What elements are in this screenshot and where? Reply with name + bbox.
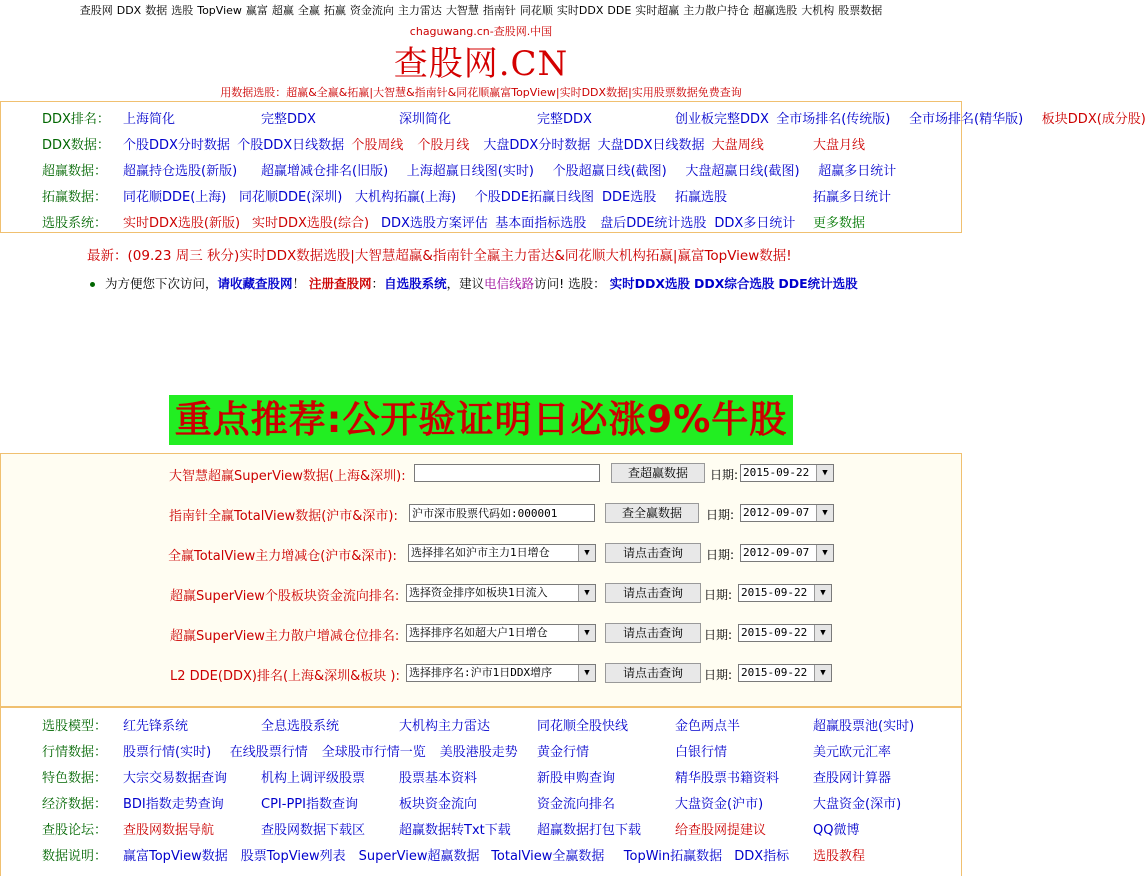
tip-text: 为方便您下次访问，	[105, 276, 218, 291]
nav-row-label: 拓赢数据：	[42, 190, 108, 205]
chevron-down-icon[interactable]: ▼	[814, 665, 831, 681]
promo-banner[interactable]: 重点推荐:公开验证明日必涨9%牛股	[169, 395, 793, 445]
nav-link[interactable]: 上海超赢日线图(实时)	[406, 164, 534, 179]
bullet-icon	[90, 282, 95, 287]
nav-link[interactable]: 更多数据	[813, 216, 866, 231]
nav-link[interactable]: 大盘周线	[711, 138, 764, 153]
nav-link[interactable]: 实时DDX选股(新版)	[123, 216, 241, 231]
nav-link[interactable]: CPI-PPI指数查询	[261, 797, 358, 812]
top-nav-item[interactable]: 指南针	[482, 4, 516, 17]
nav-row-label: DDX数据：	[42, 138, 110, 153]
nav-link[interactable]: 股票行情(实时)	[123, 745, 212, 760]
nav-link[interactable]: 股票基本资料	[399, 771, 478, 786]
nav-row-label: 查股论坛：	[42, 823, 108, 838]
tip-text: ：	[371, 276, 385, 291]
query-button[interactable]: 请点击查询	[605, 663, 701, 683]
top-nav	[0, 2, 962, 18]
top-nav-item[interactable]: 选股	[171, 4, 194, 17]
nav-link[interactable]: 超赢持仓选股(新版)	[123, 164, 238, 179]
ddx-combined-link[interactable]: DDX综合选股	[693, 276, 775, 291]
query-form-label: 大智慧超赢SuperView数据(上海&深圳):	[169, 469, 406, 484]
nav-link[interactable]: 板块DDX(成分股)	[1041, 112, 1146, 127]
date-label: 日期:	[706, 508, 735, 522]
date-label: 日期:	[704, 588, 733, 602]
news-date: (09.23 周三 秋分)	[127, 248, 240, 264]
query-form-row	[1, 623, 961, 645]
nav-link[interactable]: 同花顺全股快线	[537, 719, 629, 734]
news-prefix: 最新：	[87, 248, 128, 264]
nav-link[interactable]: 个股DDX分时数据	[123, 138, 230, 153]
nav-link[interactable]: 在线股票行情	[229, 745, 308, 760]
watchlist-link[interactable]: 自选股系统	[384, 276, 447, 291]
nav-link[interactable]: 查股网数据下载区	[261, 823, 366, 838]
nav-link[interactable]: 同花顺DDE(深圳)	[239, 190, 343, 205]
top-nav-item[interactable]: 实时DDX	[556, 4, 604, 17]
top-nav-item[interactable]: DDE	[607, 4, 632, 17]
site-domain: chaguwang.cn-查股网.中国	[409, 25, 553, 38]
stock-code-input[interactable]	[414, 464, 600, 482]
chevron-down-icon[interactable]: ▼	[578, 665, 595, 681]
date-select-value: 2012-09-07	[743, 546, 810, 559]
latest-news[interactable]	[87, 244, 792, 264]
top-nav-item[interactable]: 超赢	[271, 4, 294, 17]
nav-link[interactable]: 大盘DDX分时数据	[483, 138, 591, 153]
news-text[interactable]: 实时DDX数据选股|大智慧超赢&指南针全赢主力雷达&同花顺大机构拓赢|赢富TopView数据!	[239, 248, 792, 264]
visit-tip	[90, 274, 858, 292]
nav-link[interactable]: 板块资金流向	[399, 797, 478, 812]
nav-link[interactable]: 大盘DDX日线数据	[597, 138, 705, 153]
nav-link[interactable]: 白银行情	[675, 745, 728, 760]
nav-link[interactable]: SuperView超赢数据	[358, 849, 480, 864]
top-nav-item[interactable]: 实时超赢	[635, 4, 680, 17]
nav-link[interactable]: 股票TopView列表	[240, 849, 346, 864]
nav-row	[1, 134, 961, 154]
nav-link[interactable]: 新股申购查询	[537, 771, 616, 786]
query-button[interactable]: 查全赢数据	[605, 503, 699, 523]
top-nav-item[interactable]: 拓赢	[323, 4, 346, 17]
chevron-down-icon[interactable]: ▼	[814, 625, 831, 641]
date-select[interactable]	[740, 464, 834, 482]
top-nav-item[interactable]: 大智慧	[445, 4, 479, 17]
query-form-row	[1, 583, 961, 605]
nav-link[interactable]: 创业板完整DDX	[675, 112, 769, 127]
ranking-select[interactable]	[406, 584, 596, 602]
top-nav-item[interactable]: TopView	[197, 4, 242, 17]
ranking-select[interactable]	[408, 544, 596, 562]
nav-link[interactable]: 拓赢选股	[675, 190, 728, 205]
nav-link[interactable]: 给查股网提建议	[675, 823, 767, 838]
nav-row	[1, 715, 961, 735]
nav-link[interactable]: TotalView全赢数据	[491, 849, 605, 864]
nav-row	[1, 741, 961, 761]
query-form-label: L2 DDE(DDX)排名(上海&深圳&板块 ):	[170, 669, 400, 684]
top-nav-item[interactable]: 全赢	[297, 4, 320, 17]
date-select-value: 2015-09-22	[741, 626, 808, 639]
query-form-row	[1, 503, 961, 525]
nav-link[interactable]: 盘后DDE统计选股	[600, 216, 707, 231]
nav-link[interactable]: 大盘资金(深市)	[813, 797, 902, 812]
top-nav-item[interactable]: 主力雷达	[397, 4, 442, 17]
tip-text: ！	[292, 276, 306, 291]
date-select[interactable]	[738, 584, 832, 602]
ranking-select-value: 选择资金排序如板块1日流入	[409, 586, 548, 599]
nav-link[interactable]: 超赢多日统计	[818, 164, 897, 179]
nav-link[interactable]: 深圳简化	[399, 112, 452, 127]
nav-row-label: 超赢数据：	[42, 164, 108, 179]
nav-row-label: 经济数据：	[42, 797, 108, 812]
top-nav-item[interactable]: 查股网	[79, 4, 113, 17]
main-nav-box	[0, 101, 1146, 233]
date-label: 日期:	[704, 628, 733, 642]
nav-link[interactable]: BDI指数走势查询	[123, 797, 224, 812]
date-select-value: 2012-09-07	[743, 506, 810, 519]
top-nav-item[interactable]: DDX	[116, 4, 142, 17]
nav-row	[1, 845, 961, 865]
query-button[interactable]: 请点击查询	[605, 543, 701, 563]
nav-row	[1, 819, 961, 839]
nav-link[interactable]: 完整DDX	[261, 112, 316, 127]
nav-link[interactable]: 全市场排名(精华版)	[909, 112, 1024, 127]
site-slogan[interactable]: 用数据选股：超赢&全赢&拓赢|大智慧&指南针&同花顺赢富TopView|实时DDX数据|实用股票数据免费查询	[220, 86, 742, 99]
date-select[interactable]	[740, 504, 834, 522]
nav-link[interactable]: 上海简化	[123, 112, 176, 127]
top-nav-item[interactable]: 同花顺	[519, 4, 553, 17]
nav-row	[1, 793, 961, 813]
date-select-value: 2015-09-22	[741, 666, 808, 679]
nav-link[interactable]: TopWin拓赢数据	[623, 849, 723, 864]
nav-link[interactable]: 个股月线	[417, 138, 470, 153]
nav-link[interactable]: 超赢增减仓排名(旧版)	[261, 164, 389, 179]
query-form-label: 全赢TotalView主力增减仓(沪市&深市):	[168, 549, 397, 564]
nav-link[interactable]: 超赢数据打包下载	[537, 823, 642, 838]
dde-stats-link[interactable]: DDE统计选股	[778, 276, 858, 291]
top-nav-item[interactable]: 数据	[145, 4, 168, 17]
query-form-row	[1, 663, 961, 685]
nav-link[interactable]: 美元欧元汇率	[813, 745, 892, 760]
nav-link[interactable]: DDX选股方案评估	[381, 216, 488, 231]
nav-link[interactable]: DDE选股	[602, 190, 657, 205]
chevron-down-icon[interactable]: ▼	[816, 505, 833, 521]
top-nav-item[interactable]: 主力散户持仓	[683, 4, 750, 17]
nav-link[interactable]: 精华股票书籍资料	[675, 771, 780, 786]
nav-row	[1, 212, 961, 232]
nav-row-label: 选股模型：	[42, 719, 108, 734]
nav-row-label: 特色数据：	[42, 771, 108, 786]
nav-link[interactable]: 实时DDX选股(综合)	[252, 216, 370, 231]
realtime-ddx-link[interactable]: 实时DDX选股	[609, 276, 690, 291]
nav-link[interactable]: 基本面指标选股	[495, 216, 587, 231]
tip-text: ，建议	[446, 276, 485, 291]
chevron-down-icon[interactable]: ▼	[816, 545, 833, 561]
query-button[interactable]: 请点击查询	[605, 583, 701, 603]
stock-code-input[interactable]	[409, 504, 595, 522]
nav-link[interactable]: 个股周线	[351, 138, 404, 153]
query-form-label: 超赢SuperView个股板块资金流向排名:	[170, 589, 400, 604]
nav-link[interactable]: 资金流向排名	[537, 797, 616, 812]
nav-link[interactable]: 查股网计算器	[813, 771, 892, 786]
nav-link[interactable]: 完整DDX	[537, 112, 592, 127]
nav-link[interactable]: 个股超赢日线(截图)	[552, 164, 667, 179]
nav-link[interactable]: 超赢数据转Txt下载	[399, 823, 511, 838]
date-select-value: 2015-09-22	[741, 586, 808, 599]
nav-link[interactable]: 黄金行情	[537, 745, 590, 760]
nav-link[interactable]: 个股DDX日线数据	[237, 138, 345, 153]
nav-row-label: DDX排名：	[42, 112, 110, 127]
nav-row-label: 行情数据：	[42, 745, 108, 760]
chevron-down-icon[interactable]: ▼	[578, 585, 595, 601]
telecom-link[interactable]: 电信线路	[484, 276, 535, 291]
chevron-down-icon[interactable]: ▼	[816, 465, 833, 481]
nav-link[interactable]: 全息选股系统	[261, 719, 340, 734]
query-button[interactable]: 请点击查询	[605, 623, 701, 643]
nav-link[interactable]: 大机构主力雷达	[399, 719, 491, 734]
query-form-row	[1, 543, 961, 565]
nav-link[interactable]: 同花顺DDE(上海)	[123, 190, 227, 205]
nav-link[interactable]: 全球股市行情一览	[321, 745, 426, 760]
date-label: 日期:	[710, 468, 739, 482]
ranking-select-value: 选择排序名:沪市1日DDX增序	[409, 666, 553, 679]
top-nav-item[interactable]: 大机构	[801, 4, 835, 17]
nav-link[interactable]: 大盘月线	[813, 138, 866, 153]
tip-text: 访问! 选股：	[534, 276, 606, 291]
ranking-select-value: 选择排序名如超大户1日增仓	[409, 626, 548, 639]
nav-link[interactable]: 赢富TopView数据	[123, 849, 228, 864]
date-label: 日期:	[706, 548, 735, 562]
nav-link[interactable]: DDX指标	[734, 849, 790, 864]
site-logo[interactable]: 查股网.CN	[393, 44, 569, 84]
ranking-select-value: 选择排名如沪市主力1日增仓	[411, 546, 550, 559]
top-nav-item[interactable]: 赢富	[245, 4, 268, 17]
nav-link[interactable]: 选股教程	[813, 849, 866, 864]
nav-link[interactable]: 金色两点半	[675, 719, 741, 734]
nav-link[interactable]: 机构上调评级股票	[261, 771, 366, 786]
chevron-down-icon[interactable]: ▼	[578, 625, 595, 641]
top-nav-item[interactable]: 超赢选股	[753, 4, 798, 17]
nav-link[interactable]: 红先锋系统	[123, 719, 189, 734]
nav-link[interactable]: 拓赢多日统计	[813, 190, 892, 205]
nav-link[interactable]: 超赢股票池(实时)	[813, 719, 915, 734]
nav-link[interactable]: 全市场排名(传统版)	[776, 112, 891, 127]
nav-link[interactable]: 大机构拓赢(上海)	[355, 190, 457, 205]
date-select[interactable]	[738, 624, 832, 642]
query-form-row	[1, 463, 961, 485]
query-forms-box	[0, 453, 962, 707]
query-form-label: 指南针全赢TotalView数据(沪市&深市):	[169, 509, 398, 524]
nav-link[interactable]: 大宗交易数据查询	[123, 771, 228, 786]
nav-link[interactable]: 查股网数据导航	[123, 823, 215, 838]
top-nav-item[interactable]: 资金流向	[349, 4, 394, 17]
bookmark-link[interactable]: 请收藏查股网	[217, 276, 293, 291]
bottom-nav-box	[0, 707, 962, 876]
nav-row-label: 选股系统：	[42, 216, 108, 231]
nav-link[interactable]: QQ微博	[813, 823, 860, 838]
nav-row	[1, 108, 1146, 128]
date-select[interactable]	[738, 664, 832, 682]
date-select[interactable]	[740, 544, 834, 562]
date-select-value: 2015-09-22	[743, 466, 810, 479]
ranking-select[interactable]	[406, 664, 596, 682]
nav-link[interactable]: DDX多日统计	[714, 216, 796, 231]
nav-row	[1, 186, 961, 206]
nav-link[interactable]: 大盘资金(沪市)	[675, 797, 764, 812]
date-label: 日期:	[704, 668, 733, 682]
ranking-select[interactable]	[406, 624, 596, 642]
nav-row-label: 数据说明：	[42, 849, 108, 864]
nav-link[interactable]: 美股港股走势	[439, 745, 518, 760]
chevron-down-icon[interactable]: ▼	[814, 585, 831, 601]
nav-row	[1, 160, 961, 180]
nav-row	[1, 767, 961, 787]
nav-link[interactable]: 个股DDE拓赢日线图	[474, 190, 595, 205]
query-button[interactable]: 查超赢数据	[611, 463, 705, 483]
query-form-label: 超赢SuperView主力散户增减仓位排名:	[170, 629, 400, 644]
register-link[interactable]: 注册查股网	[309, 276, 372, 291]
nav-link[interactable]: 大盘超赢日线(截图)	[685, 164, 800, 179]
top-nav-item[interactable]: 股票数据	[838, 4, 883, 17]
chevron-down-icon[interactable]: ▼	[578, 545, 595, 561]
